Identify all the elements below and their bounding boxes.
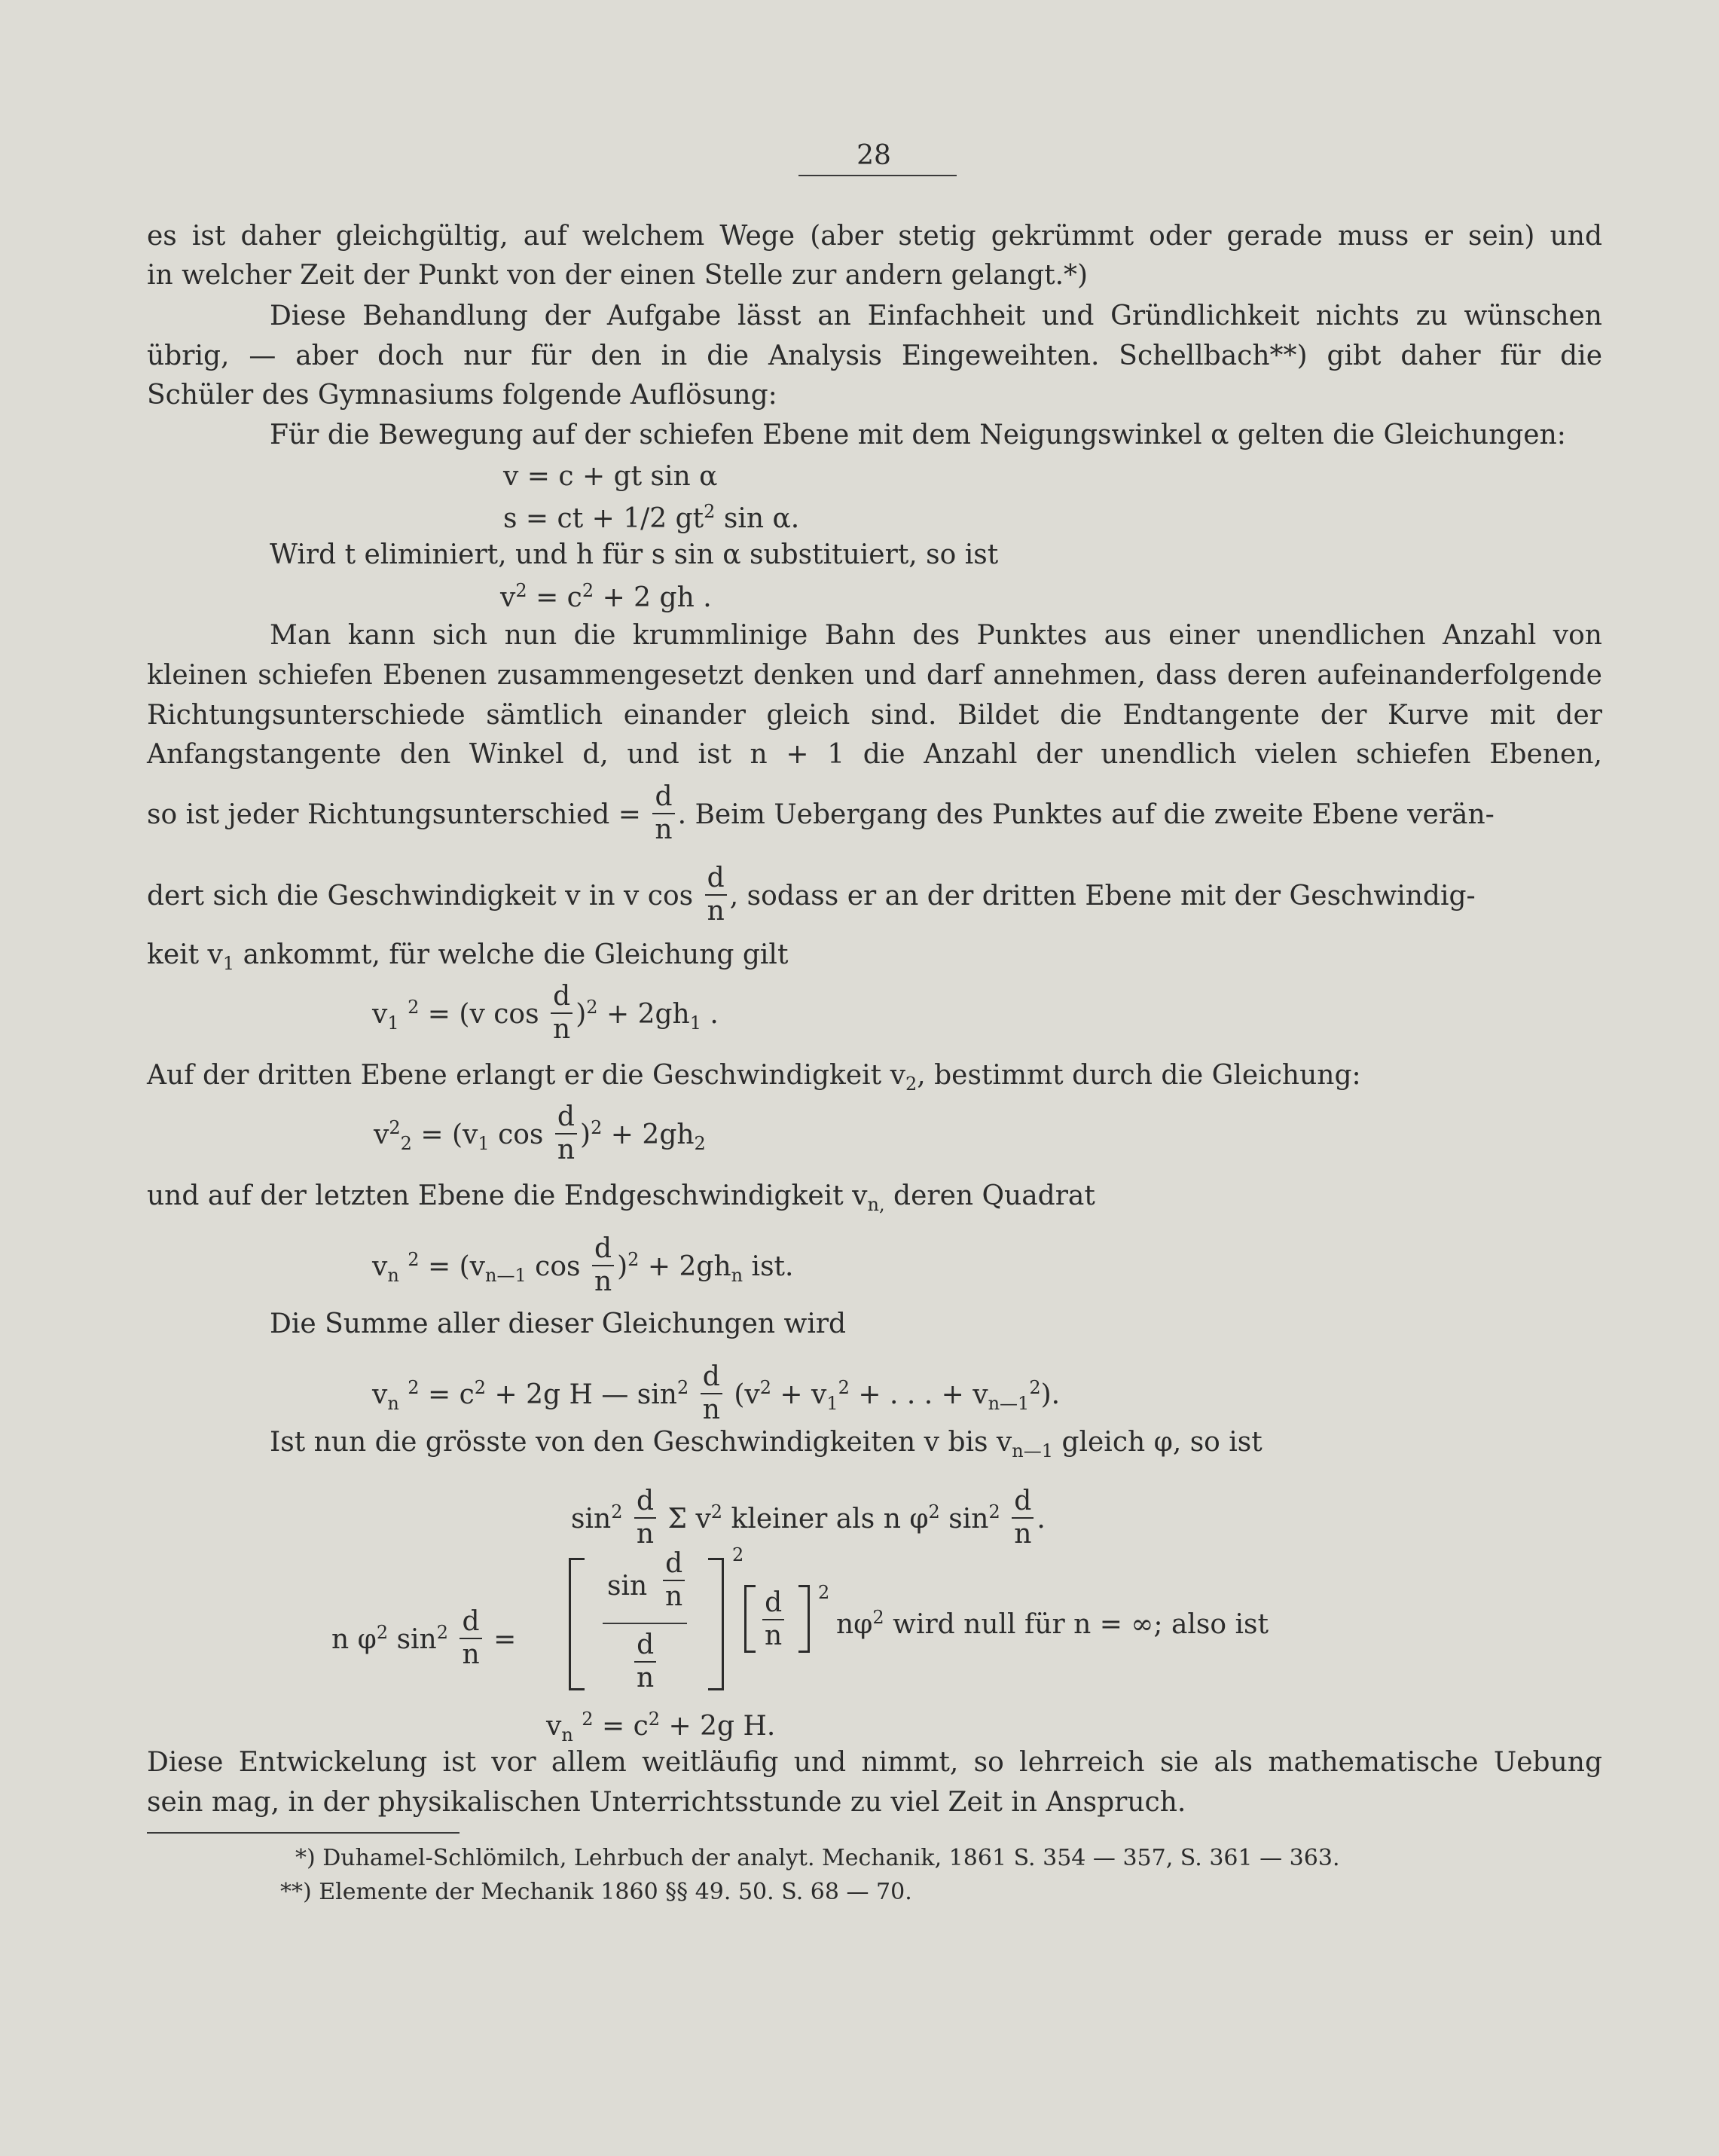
subscript: n: [387, 1265, 399, 1287]
subscript: 2: [694, 1133, 706, 1155]
sin-label: sin: [607, 1571, 648, 1602]
denominator: n: [551, 1012, 572, 1043]
text: Auf der dritten Ebene erlangt er die Geschwindigkeit v: [147, 1060, 905, 1091]
exponent: 2: [591, 1117, 603, 1138]
text-line: Wird t eliminiert, und h für s sin α substituiert, so ist: [270, 539, 999, 570]
text-line: kleinen schiefen Ebenen zusammengesetzt denken und darf annehmen, dass deren aufeinanderfolgende: [147, 660, 1602, 691]
equation: [372, 983, 719, 1043]
eq-text: v: [500, 582, 516, 613]
big-bracket-left: [569, 1558, 585, 1690]
small-bracket-left: [744, 1585, 756, 1653]
eq-text: sin: [571, 1504, 612, 1535]
eq-text: (v: [725, 1379, 760, 1410]
header-rule: [798, 175, 957, 176]
numerator: d: [557, 1101, 575, 1132]
fraction: [555, 1101, 577, 1165]
eq-text: v: [546, 1711, 562, 1742]
footnote: **) Elemente der Mechanik 1860 §§ 49. 50. S. 68 — 70.: [280, 1879, 912, 1905]
subscript: 1: [826, 1393, 838, 1415]
text-line: Diese Behandlung der Aufgabe lässt an Einfachheit und Gründlichkeit nichts zu wünschen: [270, 301, 1602, 331]
numerator: d: [655, 781, 673, 812]
denominator: n: [663, 1580, 685, 1611]
text-line: [147, 939, 789, 975]
eq-text: = c: [419, 1379, 475, 1410]
eq-text: ).: [1040, 1379, 1061, 1410]
exponent: 2: [436, 1622, 449, 1643]
eq-text: + 2gh: [597, 999, 690, 1030]
numerator: d: [765, 1587, 783, 1618]
fraction: [663, 1550, 685, 1611]
fraction: [551, 983, 572, 1043]
exponent: 2: [928, 1501, 940, 1522]
eq-text: wird null für n = ∞; also ist: [884, 1609, 1269, 1640]
footnote-rule: [147, 1832, 460, 1834]
exponent: 2: [389, 1117, 401, 1138]
text-line: übrig, — aber doch nur für den in die Analysis Eingeweihten. Schellbach**) gibt daher für die: [147, 341, 1602, 371]
text-line: [147, 865, 1476, 925]
text-line: [270, 1429, 1263, 1460]
exponent: 2: [710, 1501, 723, 1522]
subscript: n,: [867, 1194, 885, 1216]
big-bracket-right: [708, 1558, 724, 1690]
equation: [503, 502, 799, 533]
denominator: n: [762, 1619, 784, 1650]
numerator: d: [707, 863, 725, 893]
fraction: [762, 1587, 784, 1651]
denominator: n: [701, 1393, 722, 1424]
denominator: n: [592, 1265, 614, 1296]
text-line: in welcher Zeit der Punkt von der einen Stelle zur andern gelangt.*): [147, 260, 1088, 291]
exponent: 2: [627, 1249, 640, 1270]
subscript: 1: [478, 1133, 490, 1155]
exponent: 2: [408, 997, 420, 1018]
numerator: d: [462, 1606, 480, 1637]
eq-text: .: [701, 999, 719, 1030]
text-line: [147, 1062, 1361, 1093]
eq-text: n φ: [331, 1624, 377, 1655]
eq-text: sin: [939, 1504, 989, 1535]
subscript: n—1: [988, 1393, 1030, 1415]
eq-text: = (v: [419, 1251, 485, 1282]
exponent: 2: [582, 1709, 594, 1730]
numerator: d: [702, 1361, 720, 1392]
eq-text: 1/2: [623, 503, 667, 534]
fraction: [460, 1608, 481, 1669]
text-line: Man kann sich nun die krummlinige Bahn des Punktes aus einer unendlichen Anzahl von: [270, 620, 1602, 651]
text: so ist jeder Richtungsunterschied =: [147, 799, 641, 830]
subscript: n: [387, 1393, 399, 1415]
text: keit v: [147, 939, 223, 970]
text: dert sich die Geschwindigkeit v in v cos: [147, 881, 694, 912]
eq-text: nφ: [836, 1609, 873, 1640]
eq-text: = (v cos: [419, 999, 539, 1030]
text-line: Für die Bewegung auf der schiefen Ebene mit dem Neigungswinkel α gelten die Gleichungen:: [270, 420, 1566, 450]
exponent: 2: [648, 1709, 661, 1730]
text-line: Die Summe aller dieser Gleichungen wird: [270, 1309, 847, 1339]
text: gleich φ, so ist: [1053, 1427, 1263, 1458]
eq-text: = (v: [411, 1119, 478, 1150]
equation: [374, 1101, 706, 1165]
fraction: [592, 1235, 614, 1296]
eq-text: sin: [388, 1624, 437, 1655]
text-line: Richtungsunterschiede sämtlich einander gleich sind. Bildet die Endtangente der Kurve mit der: [147, 700, 1602, 731]
text-line: sein mag, in der physikalischen Unterrichtsstunde zu viel Zeit in Anspruch.: [147, 1787, 1186, 1818]
numerator: d: [1014, 1486, 1032, 1516]
fraction: [634, 1629, 656, 1693]
subscript: 1: [689, 1012, 701, 1034]
text-line: Anfangstangente den Winkel d, und ist n + 1 die Anzahl der unendlich vielen schiefen Ebenen,: [147, 739, 1602, 770]
equation: [372, 1361, 1061, 1425]
eq-text: v: [374, 1119, 389, 1150]
eq-text: cos: [489, 1119, 544, 1150]
numerator: d: [665, 1548, 683, 1579]
exponent: 2: [474, 1377, 487, 1398]
numerator: d: [594, 1233, 612, 1264]
subscript: n—1: [484, 1265, 527, 1287]
equation: [500, 582, 712, 612]
exponent: 2: [586, 997, 598, 1018]
fraction: [652, 783, 674, 844]
eq-text: v = c + gt sin α: [503, 461, 718, 492]
small-bracket-right: [798, 1585, 810, 1653]
exponent: 2: [408, 1377, 420, 1398]
text-line: [147, 1180, 1095, 1216]
eq-text: kleiner als n φ: [722, 1504, 929, 1535]
eq-text: v: [372, 1379, 388, 1410]
text: . Beim Uebergang des Punktes auf die zweite Ebene verän-: [677, 799, 1495, 830]
exponent: 2: [988, 1501, 1000, 1522]
text-line: es ist daher gleichgültig, auf welchem Wege (aber stetig gekrümmt oder gerade muss er sein) und: [147, 221, 1602, 252]
equation: [546, 1710, 775, 1744]
numerator: d: [637, 1629, 655, 1660]
subscript: 2: [905, 1073, 918, 1095]
denominator: n: [1012, 1517, 1034, 1548]
eq-text: sin α.: [715, 503, 800, 534]
text: , sodass er an der dritten Ebene mit der Geschwindig-: [729, 881, 1476, 912]
eq-text: ): [617, 1251, 628, 1282]
eq-text: ): [576, 999, 587, 1030]
denominator: n: [634, 1517, 656, 1548]
denominator: n: [460, 1638, 481, 1669]
subscript: 1: [222, 953, 235, 975]
text: ankommt, für welche die Gleichung gilt: [234, 939, 789, 970]
exponent: 2: [611, 1501, 623, 1522]
fraction-bar: [603, 1623, 687, 1624]
eq-text: ): [580, 1119, 591, 1150]
denominator: n: [652, 813, 674, 844]
eq-text: + . . . + v: [849, 1379, 988, 1410]
denominator: n: [634, 1661, 656, 1692]
text: und auf der letzten Ebene die Endgeschwindigkeit v: [147, 1180, 868, 1211]
exponent: 2: [872, 1607, 884, 1628]
equation: [372, 1235, 793, 1296]
equation: [571, 1488, 1046, 1548]
page-number: 28: [856, 140, 891, 171]
eq-text: = c: [593, 1711, 649, 1742]
eq-text: + 2gh: [639, 1251, 731, 1282]
eq-text: cos: [526, 1251, 581, 1282]
eq-text: + 2g H.: [660, 1711, 776, 1742]
exponent: 2: [376, 1622, 389, 1643]
eq-text: v: [372, 999, 388, 1030]
eq-text: s = ct +: [503, 503, 624, 534]
equation: [503, 463, 717, 490]
eq-text: + 2gh: [602, 1119, 695, 1150]
equation: [331, 1608, 516, 1669]
eq-text: + v: [771, 1379, 827, 1410]
exponent: 2: [676, 1377, 689, 1398]
exponent: 2: [515, 580, 527, 601]
fraction: [701, 1361, 722, 1425]
eq-text: ist.: [743, 1251, 794, 1282]
denominator: n: [705, 894, 727, 925]
exponent: 2: [1029, 1377, 1041, 1398]
exponent: 2: [838, 1377, 850, 1398]
text-line: [147, 783, 1602, 844]
text: deren Quadrat: [884, 1180, 1095, 1211]
exponent: 2: [759, 1377, 771, 1398]
numerator: d: [636, 1486, 655, 1516]
eq-text: = c: [527, 582, 582, 613]
eq-text: gt: [667, 503, 704, 534]
exponent: 2: [732, 1544, 744, 1565]
eq-text: + 2g H — sin: [486, 1379, 677, 1410]
exponent: 2: [704, 501, 716, 522]
exponent: 2: [582, 580, 594, 601]
eq-text: + 2 gh .: [594, 582, 712, 613]
fraction: [705, 865, 727, 925]
text-line: Schüler des Gymnasiums folgende Auflösung:: [147, 380, 777, 411]
subscript: 2: [400, 1133, 412, 1155]
fraction: [634, 1488, 656, 1548]
text-line: Diese Entwickelung ist vor allem weitläufig und nimmt, so lehrreich sie als mathematische Uebung: [147, 1747, 1602, 1778]
footnote: *) Duhamel-Schlömilch, Lehrbuch der analyt. Mechanik, 1861 S. 354 — 357, S. 361 — 363.: [295, 1845, 1340, 1871]
subscript: n: [561, 1724, 573, 1746]
equation: [836, 1608, 1269, 1638]
fraction: [1012, 1488, 1034, 1548]
subscript: 1: [387, 1012, 399, 1034]
eq-text: =: [484, 1624, 517, 1655]
text: Ist nun die grösste von den Geschwindigkeiten v bis v: [270, 1427, 1012, 1458]
text: , bestimmt durch die Gleichung:: [917, 1060, 1361, 1091]
numerator: d: [553, 981, 571, 1012]
exponent: 2: [408, 1249, 420, 1270]
subscript: n—1: [1012, 1440, 1053, 1462]
subscript: n: [731, 1265, 743, 1287]
exponent: 2: [818, 1582, 830, 1603]
eq-text: v: [372, 1251, 388, 1282]
eq-text: Σ v: [659, 1504, 711, 1535]
denominator: n: [555, 1133, 577, 1164]
eq-text: .: [1037, 1504, 1046, 1535]
